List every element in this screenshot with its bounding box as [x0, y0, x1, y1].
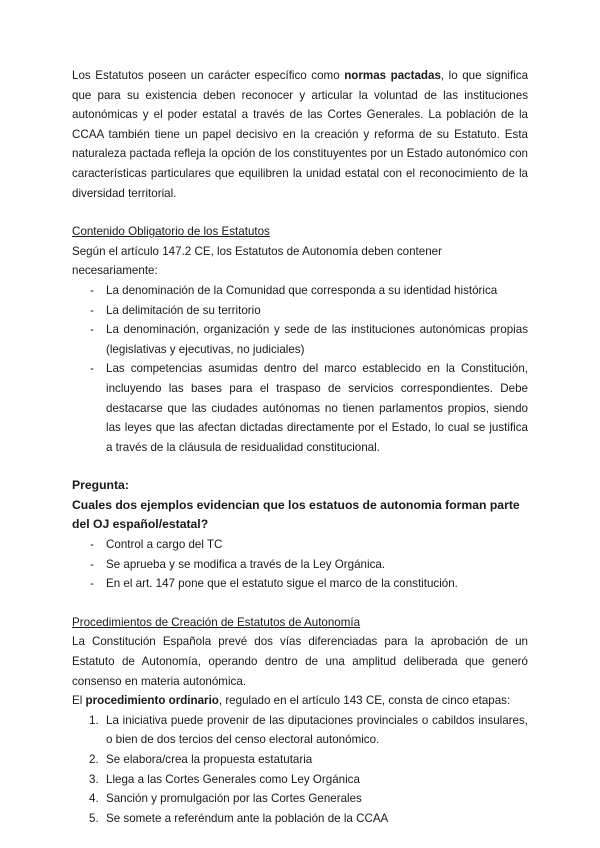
- list-item: - Se aprueba y se modifica a través de la Ley Orgánica.: [90, 557, 386, 571]
- intro-bold: normas pactadas: [344, 69, 441, 82]
- list-item: - En el art. 147 pone que el estatuto sigue el marco de la constitución.: [90, 577, 458, 591]
- list-item: - La delimitación de su territorio: [90, 303, 261, 317]
- procedimientos-heading: Procedimientos de Creación de Estatutos de Autonomía: [72, 615, 361, 629]
- pregunta-label: Pregunta:: [72, 478, 129, 493]
- contenido-list: [72, 281, 528, 457]
- contenido-lead: Según el artículo 147.2 CE, los Estatutos de Autonomía deben contener necesariamente:: [72, 244, 442, 278]
- pregunta-list: [72, 535, 528, 594]
- intro-paragraph: [72, 66, 528, 203]
- procedimientos-lead: La Constitución Española prevé dos vías diferenciadas para la aprobación de un Estatuto de Autonomía, operando dentro de una amplitud deliberada que generó consenso en materia autonómica.: [72, 635, 528, 688]
- step-item: 2. Se elabora/crea la propuesta estatutaria: [89, 753, 313, 766]
- step-item: 1. La iniciativa puede provenir de las diputaciones provinciales o cabildos insulares, o bien de dos tercios del censo electoral autonómico.: [89, 713, 528, 747]
- document-body: [72, 66, 528, 828]
- contenido-heading: Contenido Obligatorio de los Estatutos: [72, 225, 270, 239]
- intro-text-b: , lo que significa que para su existencia deben reconocer y articular la voluntad de las instituciones autonómicas y el poder estatal a través de las Cortes Generales. La población de la CCAA también tiene un papel decisivo en la creación y reforma de su Estatuto. Esta naturaleza pactada refleja la opción de los constituyentes por un Estado autonómico con características particulares que equilibren la unidad estatal con el reconocimiento de la diversidad territorial.: [72, 69, 529, 200]
- list-item: - Control a cargo del TC: [90, 538, 223, 552]
- step-item: 4. Sanción y promulgación por las Cortes Generales: [89, 792, 362, 806]
- list-item: - La denominación, organización y sede de las instituciones autonómicas propias (legislativas y ejecutivas, no judiciales): [90, 323, 528, 356]
- step-item: 5. Se somete a referéndum ante la población de la CCAA: [89, 811, 389, 825]
- list-item: - La denominación de la Comunidad que corresponda a su identidad histórica: [90, 283, 498, 297]
- step-item: 3. Llega a las Cortes Generales como Ley Orgánica: [89, 772, 360, 786]
- procedimiento-ordinario-intro: El procedimiento ordinario, regulado en el artículo 143 CE, consta de cinco etapas:: [72, 694, 511, 708]
- list-item: - Las competencias asumidas dentro del marco establecido en la Constitución, incluyendo las bases para el traspaso de servicios correspondientes. Debe destacarse que las ciudades autónomas no tienen parlamentos propios, siendo las leyes que las afectan dictadas directamente por el Estado, lo cual se justifica a través de la cláusula de residualidad constitucional.: [90, 362, 528, 454]
- procedimiento-steps: [72, 711, 528, 829]
- intro-text-a: Los Estatutos poseen un carácter específico como: [72, 69, 345, 82]
- procedimiento-ordinario-bold: procedimiento ordinario: [85, 694, 219, 708]
- pregunta-text: Cuales dos ejemplos evidencian que los estatuos de autonomia forman parte del OJ español/estatal?: [72, 497, 520, 532]
